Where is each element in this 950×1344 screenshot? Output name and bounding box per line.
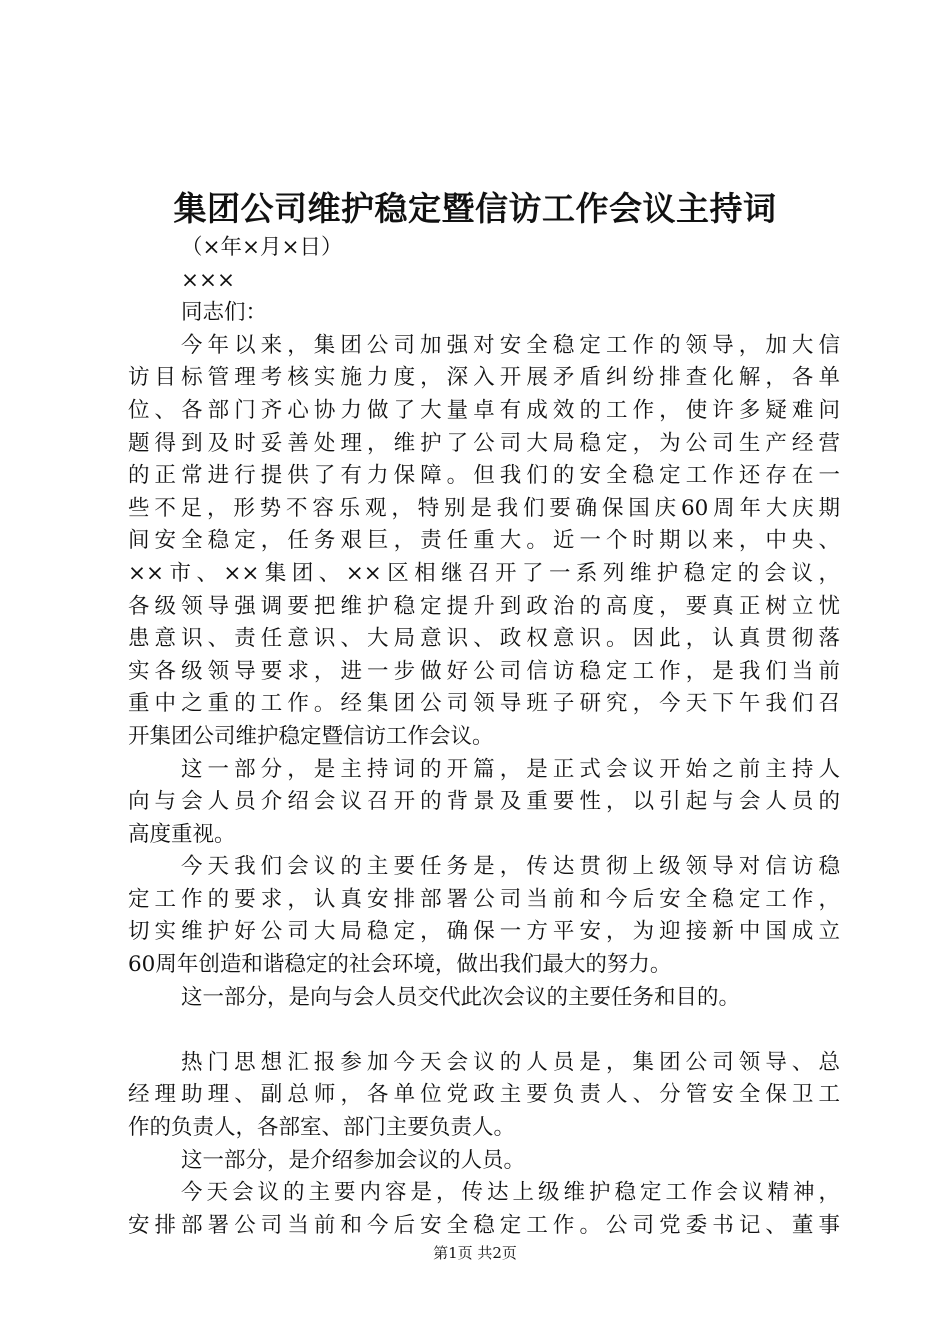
text-line: 向与会人员介绍会议召开的背景及重要性，以引起与会人员的 bbox=[128, 789, 840, 815]
text-line: 这一部分，是向与会人员交代此次会议的主要任务和目的。 bbox=[181, 984, 741, 1010]
text-line: 今天我们会议的主要任务是，传达贯彻上级领导对信访稳 bbox=[181, 854, 840, 880]
text-line: 热门思想汇报参加今天会议的人员是，集团公司领导、总 bbox=[181, 1049, 840, 1075]
text-line: 位、各部门齐心协力做了大量卓有成效的工作，使许多疑难问 bbox=[128, 397, 840, 423]
text-line: 题得到及时妥善处理，维护了公司大局稳定，为公司生产经营 bbox=[128, 430, 840, 456]
text-line: 间安全稳定，任务艰巨，责任重大。近一个时期以来，中央、 bbox=[128, 528, 840, 554]
text-line: 些不足，形势不容乐观，特别是我们要确保国庆60周年大庆期 bbox=[128, 495, 840, 521]
page-number-footer: 第1页 共2页 bbox=[433, 1244, 517, 1262]
document-title: 集团公司维护稳定暨信访工作会议主持词 bbox=[173, 189, 777, 228]
text-line: 安排部署公司当前和今后安全稳定工作。公司党委书记、董事 bbox=[128, 1212, 840, 1238]
text-line: 开集团公司维护稳定暨信访工作会议。 bbox=[128, 723, 494, 749]
text-line: 60周年创造和谐稳定的社会环境，做出我们最大的努力。 bbox=[128, 952, 672, 978]
text-line: 重中之重的工作。经集团公司领导班子研究，今天下午我们召 bbox=[128, 691, 840, 717]
text-line: 这一部分，是介绍参加会议的人员。 bbox=[181, 1147, 526, 1173]
text-line: 经理助理、副总师，各单位党政主要负责人、分管安全保卫工 bbox=[128, 1082, 840, 1108]
blank-line bbox=[128, 1014, 840, 1047]
text-line: 高度重视。 bbox=[128, 821, 236, 847]
text-line: 实各级领导要求，进一步做好公司信访稳定工作，是我们当前 bbox=[128, 658, 840, 684]
text-line: ××× bbox=[181, 267, 236, 293]
text-line: 的正常进行提供了有力保障。但我们的安全稳定工作还存在一 bbox=[128, 463, 840, 489]
text-line: 作的负责人，各部室、部门主要负责人。 bbox=[128, 1115, 516, 1141]
text-line: 这一部分，是主持词的开篇，是正式会议开始之前主持人 bbox=[181, 756, 840, 782]
text-line: 同志们： bbox=[181, 300, 268, 326]
document-body bbox=[128, 232, 840, 1242]
text-line: 定工作的要求，认真安排部署公司当前和今后安全稳定工作， bbox=[128, 886, 840, 912]
text-line: 今年以来，集团公司加强对安全稳定工作的领导，加大信 bbox=[181, 332, 840, 358]
text-line: （×年×月×日） bbox=[181, 235, 343, 260]
text-line: 各级领导强调要把维护稳定提升到政治的高度，要真正树立忧 bbox=[128, 593, 840, 619]
text-line: ××市、××集团、××区相继召开了一系列维护稳定的会议， bbox=[128, 560, 840, 586]
text-line: 切实维护好公司大局稳定，确保一方平安，为迎接新中国成立 bbox=[128, 919, 840, 945]
text-line: 今天会议的主要内容是，传达上级维护稳定工作会议精神， bbox=[181, 1180, 840, 1206]
text-line: 访目标管理考核实施力度，深入开展矛盾纠纷排查化解，各单 bbox=[128, 365, 840, 391]
text-line: 患意识、责任意识、大局意识、政权意识。因此，认真贯彻落 bbox=[128, 626, 840, 652]
